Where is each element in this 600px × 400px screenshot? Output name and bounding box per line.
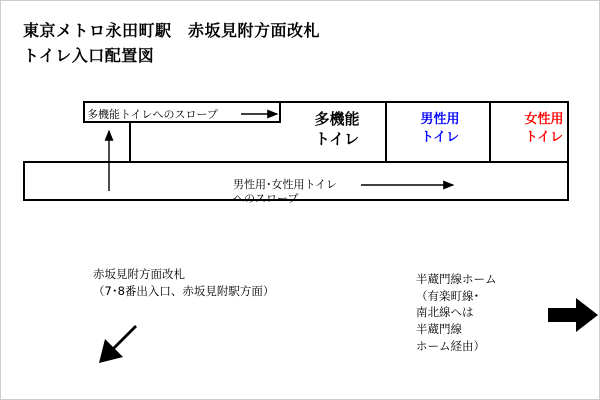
annotation-multi-slope: 多機能トイレへのスロープ (87, 108, 218, 121)
room-label-male-line1: 男性用 (420, 112, 460, 127)
room-label-female-line1: 女性用 (524, 112, 564, 127)
direction-left (93, 266, 274, 299)
direction-right-line2: （有楽町線･ (416, 288, 480, 303)
direction-right-line3: 南北線へは (416, 305, 474, 320)
wall-top-upper (83, 101, 569, 103)
page-title (23, 19, 320, 69)
wall-bottom-rooms (129, 161, 569, 163)
wall-multi-entry-left (279, 101, 281, 123)
room-label-male (393, 111, 487, 146)
floor-plan (1, 81, 600, 241)
room-label-multi-line1: 多機能 (314, 110, 360, 128)
arrow-down-left-icon (93, 323, 147, 367)
wall-left-upper-vertical (83, 101, 85, 123)
wall-divider-multi-male (385, 101, 387, 163)
wall-divider-male-female (489, 101, 491, 163)
title-line-1: 東京メトロ永田町駅 赤坂見附方面改札 (23, 21, 321, 40)
room-label-multi (289, 109, 385, 150)
direction-right-line4: 半蔵門線 (416, 322, 462, 337)
annotation-mf-slope-line1: 男性用･女性用トイレ (233, 178, 337, 191)
wall-left-outer (23, 161, 25, 201)
room-label-female (497, 111, 591, 146)
room-label-male-line2: トイレ (420, 129, 460, 145)
wall-corridor-top (23, 161, 129, 163)
arrow-right-icon (546, 293, 600, 337)
annotation-mf-slope-line2: へのスロープ (233, 192, 299, 205)
direction-left-line2: （7･8番出入口、赤坂見附駅方面） (93, 283, 275, 298)
direction-right (416, 271, 497, 354)
wall-passage-left-down (129, 123, 131, 163)
direction-right-line1: 半蔵門線ホーム (416, 272, 497, 286)
direction-left-line1: 赤坂見附方面改札 (93, 267, 185, 281)
direction-right-line5: ホーム経由） (416, 338, 485, 353)
room-label-female-line2: トイレ (524, 129, 564, 145)
room-label-multi-line2: トイレ (314, 130, 360, 149)
title-line-2: トイレ入口配置図 (23, 45, 155, 65)
